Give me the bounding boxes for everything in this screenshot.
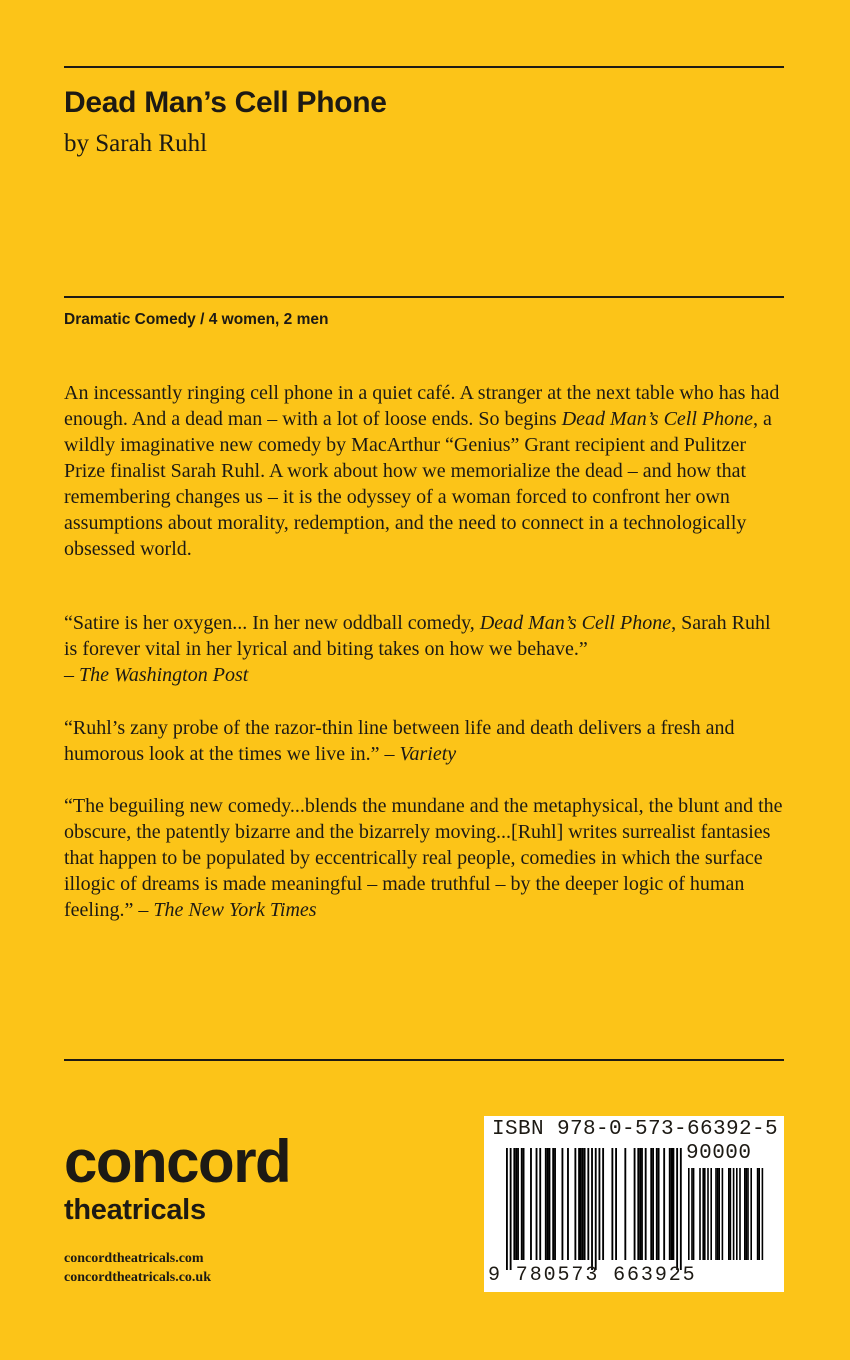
isbn-label: ISBN 978-0-573-66392-5 [492, 1118, 779, 1141]
barcode-bar [521, 1148, 523, 1260]
barcode-bar [547, 1148, 549, 1260]
barcode-bar [715, 1168, 717, 1260]
barcode-bar [671, 1148, 673, 1260]
barcode-bar [736, 1168, 738, 1260]
barcode-bar [746, 1168, 748, 1260]
review-quote-new-york-times [64, 793, 784, 923]
barcode-bar [730, 1168, 732, 1260]
barcode-bar [707, 1168, 709, 1260]
barcode-bar [578, 1148, 580, 1260]
barcode-bar [652, 1148, 654, 1260]
ean-digits: 9 780573 663925 [488, 1264, 697, 1287]
barcode-bar [506, 1148, 508, 1270]
review-quote-variety [64, 715, 784, 767]
barcode-bar [728, 1168, 730, 1260]
genre-line: Dramatic Comedy / 4 women, 2 men [64, 311, 329, 328]
barcode-bar [510, 1148, 512, 1270]
barcode-bar [615, 1148, 617, 1260]
barcode-bar [637, 1148, 639, 1260]
barcode-bar [722, 1168, 724, 1260]
barcode-bar [545, 1148, 547, 1260]
barcode-bar [602, 1148, 604, 1260]
barcode-bar [562, 1148, 564, 1260]
barcode-bar [663, 1148, 665, 1260]
barcode-bar [658, 1148, 660, 1260]
barcode-bar [539, 1148, 541, 1260]
quote-text: “The beguiling new comedy...blends the mundane and the metaphysical, the blunt and the obscure, the patently bizarre and the bizarrely moving...[Ruhl] writes surrealist fantasies that happen to be populated by eccentrically real people, comedies in which the surface illogic of dreams is made meaningful – made truthful – by the deeper logic of human feeling.” [64, 795, 783, 921]
barcode-bar [704, 1168, 706, 1260]
review-quote-washington-post [64, 610, 784, 688]
logo-word-concord: concord [64, 1128, 291, 1195]
quote-text-before: “Satire is her oxygen... In her new oddball comedy, [64, 612, 480, 634]
barcode-bar [693, 1168, 695, 1260]
barcode-bar [747, 1168, 749, 1260]
quote-source: The New York Times [153, 899, 317, 921]
barcode-bar [530, 1148, 532, 1260]
description-text-1: An incessantly ringing cell phone in a quiet café. A stranger at the next table who has had enough. And a dead man – with a lot of loose ends. So begins [64, 382, 780, 430]
barcode-bar [699, 1168, 701, 1260]
quote-title-italic: Dead Man’s Cell Phone [479, 612, 672, 634]
quote-dash: – [133, 899, 154, 921]
bottom-rule [64, 1059, 784, 1061]
barcode-bar [517, 1148, 519, 1260]
barcode-bar [639, 1148, 641, 1260]
barcode-bar [624, 1148, 626, 1260]
barcode-bar [554, 1148, 556, 1260]
quote-text: “Ruhl’s zany probe of the razor-thin line between life and death delivers a fresh and humorous look at the times we live in.” [64, 717, 735, 765]
quote-source: The Washington Post [79, 664, 249, 686]
barcode-bar [580, 1148, 582, 1260]
barcode-bar [645, 1148, 647, 1260]
barcode-bar [718, 1168, 720, 1260]
book-author: by Sarah Ruhl [64, 130, 208, 157]
quote-text-after: , Sarah Ruhl is forever vital in her lyrical and biting takes on how we behave.” [64, 612, 771, 660]
barcode-bar [744, 1168, 746, 1260]
barcode-bar [523, 1148, 525, 1260]
barcode-bar [567, 1148, 569, 1260]
barcode-bar [680, 1148, 682, 1270]
description-paragraph [64, 380, 784, 562]
barcode-bar [702, 1168, 704, 1260]
barcode-bar [536, 1148, 538, 1260]
barcode-bar [513, 1148, 515, 1260]
barcode-bar [587, 1148, 589, 1260]
barcode-bar [595, 1148, 597, 1270]
barcode-bar [676, 1148, 678, 1270]
price-code: 90000 [686, 1142, 752, 1165]
quote-dash: – [379, 743, 400, 765]
barcode-bar [758, 1168, 760, 1260]
barcode-bar [574, 1148, 576, 1260]
publisher-url-uk: concordtheatricals.co.uk [64, 1270, 211, 1285]
barcode-bar [710, 1168, 712, 1260]
barcode-bar [757, 1168, 759, 1260]
publisher-logo [64, 1128, 291, 1226]
barcode-bar [762, 1168, 764, 1260]
barcode-bar [669, 1148, 671, 1260]
barcode-bar [641, 1148, 643, 1260]
barcode-bar [673, 1148, 675, 1260]
barcode-bar [582, 1148, 584, 1260]
barcode-bar [549, 1148, 551, 1260]
barcode-bar [650, 1148, 652, 1260]
barcode-bar [688, 1168, 690, 1260]
isbn-barcode [484, 1116, 784, 1292]
barcode-bar [739, 1168, 741, 1260]
barcode-bar [599, 1148, 601, 1260]
barcode-bar [515, 1148, 517, 1260]
barcode-bar [733, 1168, 735, 1260]
logo-word-theatricals: theatricals [64, 1194, 206, 1226]
barcode-bar [591, 1148, 593, 1270]
barcode-bar [717, 1168, 719, 1260]
barcode-bar [656, 1148, 658, 1260]
barcode-bar [552, 1148, 554, 1260]
quote-dash: – [64, 664, 79, 686]
barcode-bar [611, 1148, 613, 1260]
barcode-bar [584, 1148, 586, 1260]
top-rule [64, 66, 784, 68]
genre-rule [64, 296, 784, 298]
description-text-2: , a wildly imaginative new comedy by MacArthur “Genius” Grant recipient and Pulitzer Prize finalist Sarah Ruhl. A work about how we memorialize the dead – and how that remembering changes us – it is the odyssey of a woman forced to confront her own assumptions about morality, redemption, and the need to connect in a technologically obsessed world. [64, 408, 772, 560]
barcode-bar [634, 1148, 636, 1260]
book-title: Dead Man’s Cell Phone [64, 86, 387, 119]
description-title-italic: Dead Man’s Cell Phone [561, 408, 753, 430]
barcode-bar [750, 1168, 752, 1260]
barcode-bar [691, 1168, 693, 1260]
quote-source: Variety [399, 743, 457, 765]
publisher-url-us: concordtheatricals.com [64, 1251, 204, 1266]
